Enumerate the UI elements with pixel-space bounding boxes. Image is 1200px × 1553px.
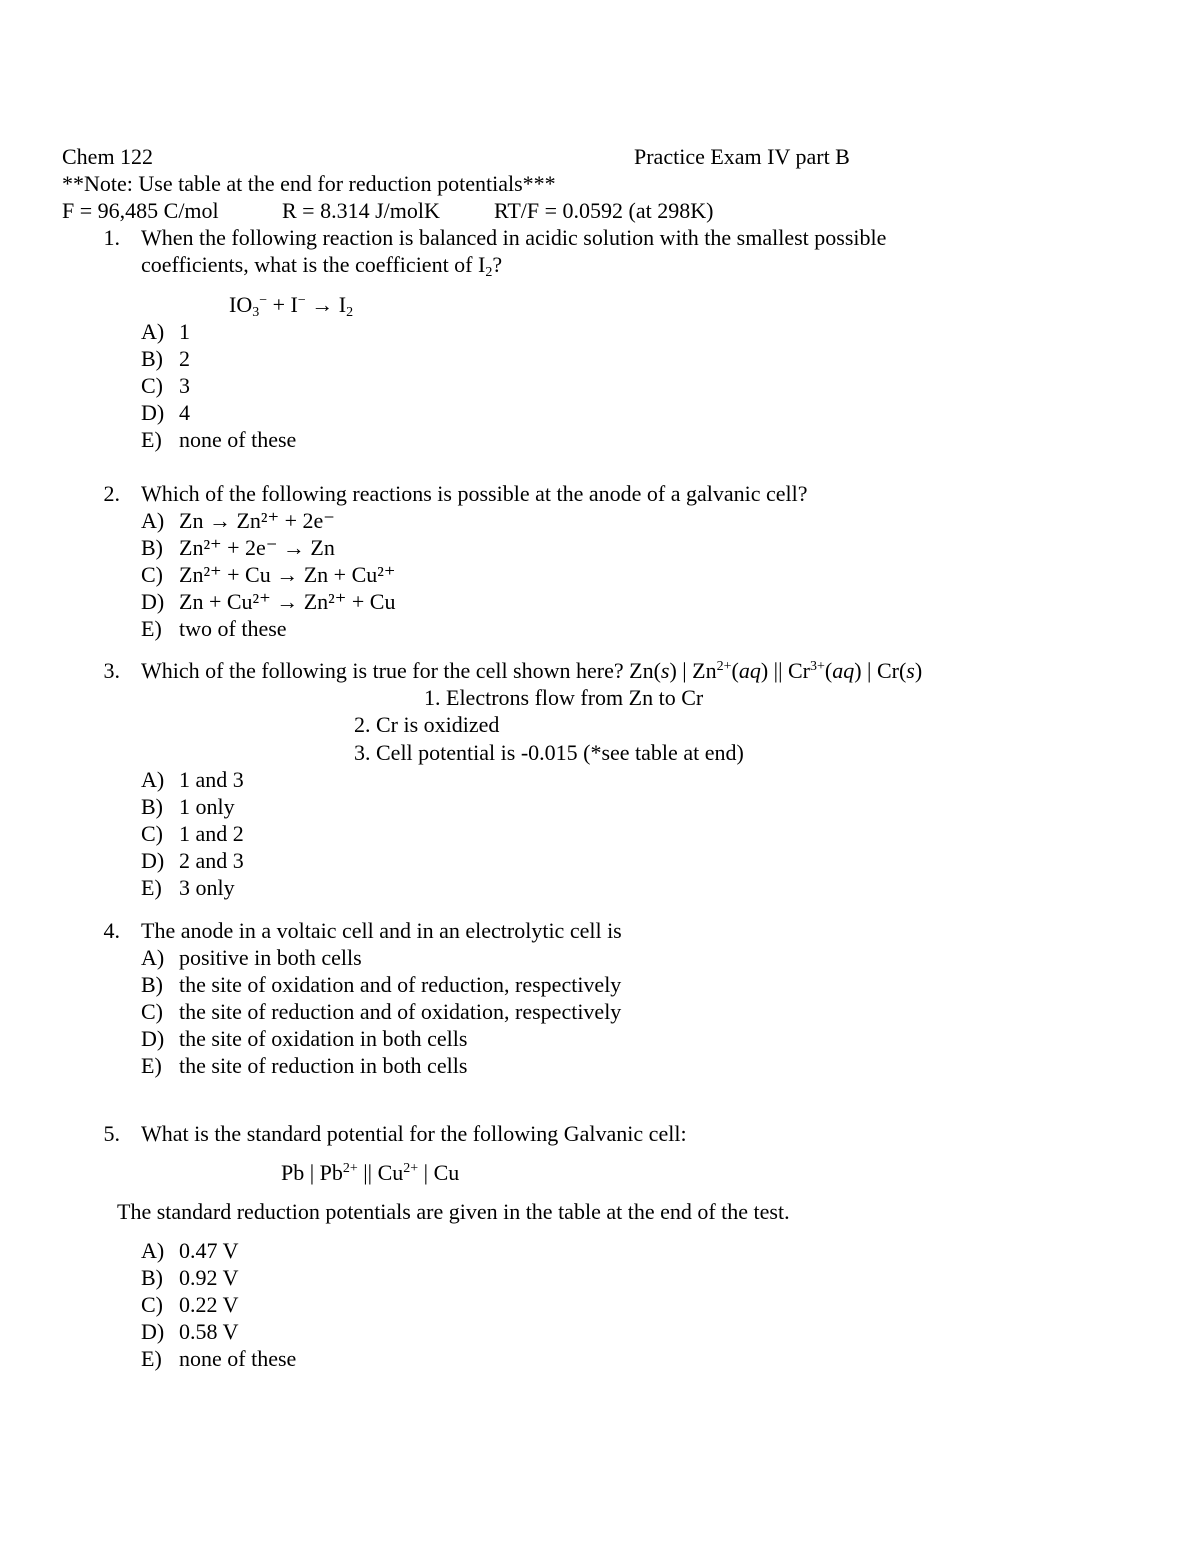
question-2-option-c: C) Zn²⁺ + Cu → Zn + Cu²⁺ (141, 562, 396, 587)
question-3-stem: Which of the following is true for the cell shown here? Zn(s) | $Zn^{2+}(aq)$ || $Cr^{3+}(aq)$ | Cr(s) (141, 658, 923, 683)
reduction-note: **Note: Use table at the end for reduction potentials*** (62, 171, 556, 196)
question-5-option-a: A) 0.47 V (141, 1238, 239, 1263)
question-5-option-d: D) 0.58 V (141, 1319, 239, 1344)
question-5-option-b: B) 0.92 V (141, 1265, 239, 1290)
question-1-option-a: A) 1 (141, 319, 190, 344)
question-3-option-c: C) 1 and 2 (141, 821, 244, 846)
question-4-stem: The anode in a voltaic cell and in an electrolytic cell is (141, 918, 622, 943)
question-1-stem-line2: coefficients, what is the coefficient of $I_2$? (141, 252, 503, 280)
question-3-statement-2: 2. Cr is oxidized (354, 712, 500, 737)
question-1-equation: $IO_3^- + I^- \to I_2$ (229, 292, 354, 320)
constant-r: R = 8.314 J/molK (282, 198, 440, 223)
question-4-option-a: A) positive in both cells (141, 945, 362, 970)
exam-title: Practice Exam IV part B (634, 144, 850, 169)
question-2-option-a: A) Zn → Zn²⁺ + 2e⁻ (141, 508, 335, 533)
question-1-option-d: D) 4 (141, 400, 190, 425)
question-1-number: 1. (103, 225, 120, 250)
question-3-option-d: D) 2 and 3 (141, 848, 244, 873)
question-1-stem-line1: When the following reaction is balanced in acidic solution with the smallest possible (141, 225, 887, 250)
question-4-option-b: B) the site of oxidation and of reduction, respectively (141, 972, 622, 997)
question-1-option-b: B) 2 (141, 346, 190, 371)
constant-f: F = 96,485 C/mol (62, 198, 219, 223)
question-4-number: 4. (103, 918, 120, 943)
question-5-number: 5. (103, 1121, 120, 1146)
question-5-option-e: E) none of these (141, 1346, 297, 1371)
question-5-option-c: C) 0.22 V (141, 1292, 239, 1317)
course-label: Chem 122 (62, 144, 154, 169)
question-3-statement-1: 1. Electrons flow from Zn to Cr (424, 685, 704, 710)
question-5-cell-notation: Pb | $Pb^{2+}$ || $Cu^{2+}$ | Cu (281, 1160, 460, 1185)
question-1-option-c: C) 3 (141, 373, 190, 398)
question-4-option-c: C) the site of reduction and of oxidation, respectively (141, 999, 622, 1024)
question-4-option-e: E) the site of reduction in both cells (141, 1053, 468, 1078)
question-4-option-d: D) the site of oxidation in both cells (141, 1026, 468, 1051)
question-3-option-a: A) 1 and 3 (141, 767, 244, 792)
question-1-option-e: E) none of these (141, 427, 297, 452)
question-2-option-e: E) two of these (141, 616, 287, 641)
question-5-stem: What is the standard potential for the following Galvanic cell: (141, 1121, 687, 1146)
question-2-option-b: B) Zn²⁺ + 2e⁻ → Zn (141, 535, 335, 560)
question-2-stem: Which of the following reactions is possible at the anode of a galvanic cell? (141, 481, 808, 506)
question-2-number: 2. (103, 481, 120, 506)
question-3-option-e: E) 3 only (141, 875, 235, 900)
question-2-option-d: D) Zn + Cu²⁺ → Zn²⁺ + Cu (141, 589, 396, 614)
question-3-option-b: B) 1 only (141, 794, 235, 819)
question-3-number: 3. (103, 658, 120, 683)
constant-rtf: RT/F = 0.0592 (at 298K) (494, 198, 714, 223)
question-3-statement-3: 3. Cell potential is -0.015 (*see table at end) (354, 740, 744, 765)
question-5-note: The standard reduction potentials are given in the table at the end of the test. (117, 1199, 790, 1224)
